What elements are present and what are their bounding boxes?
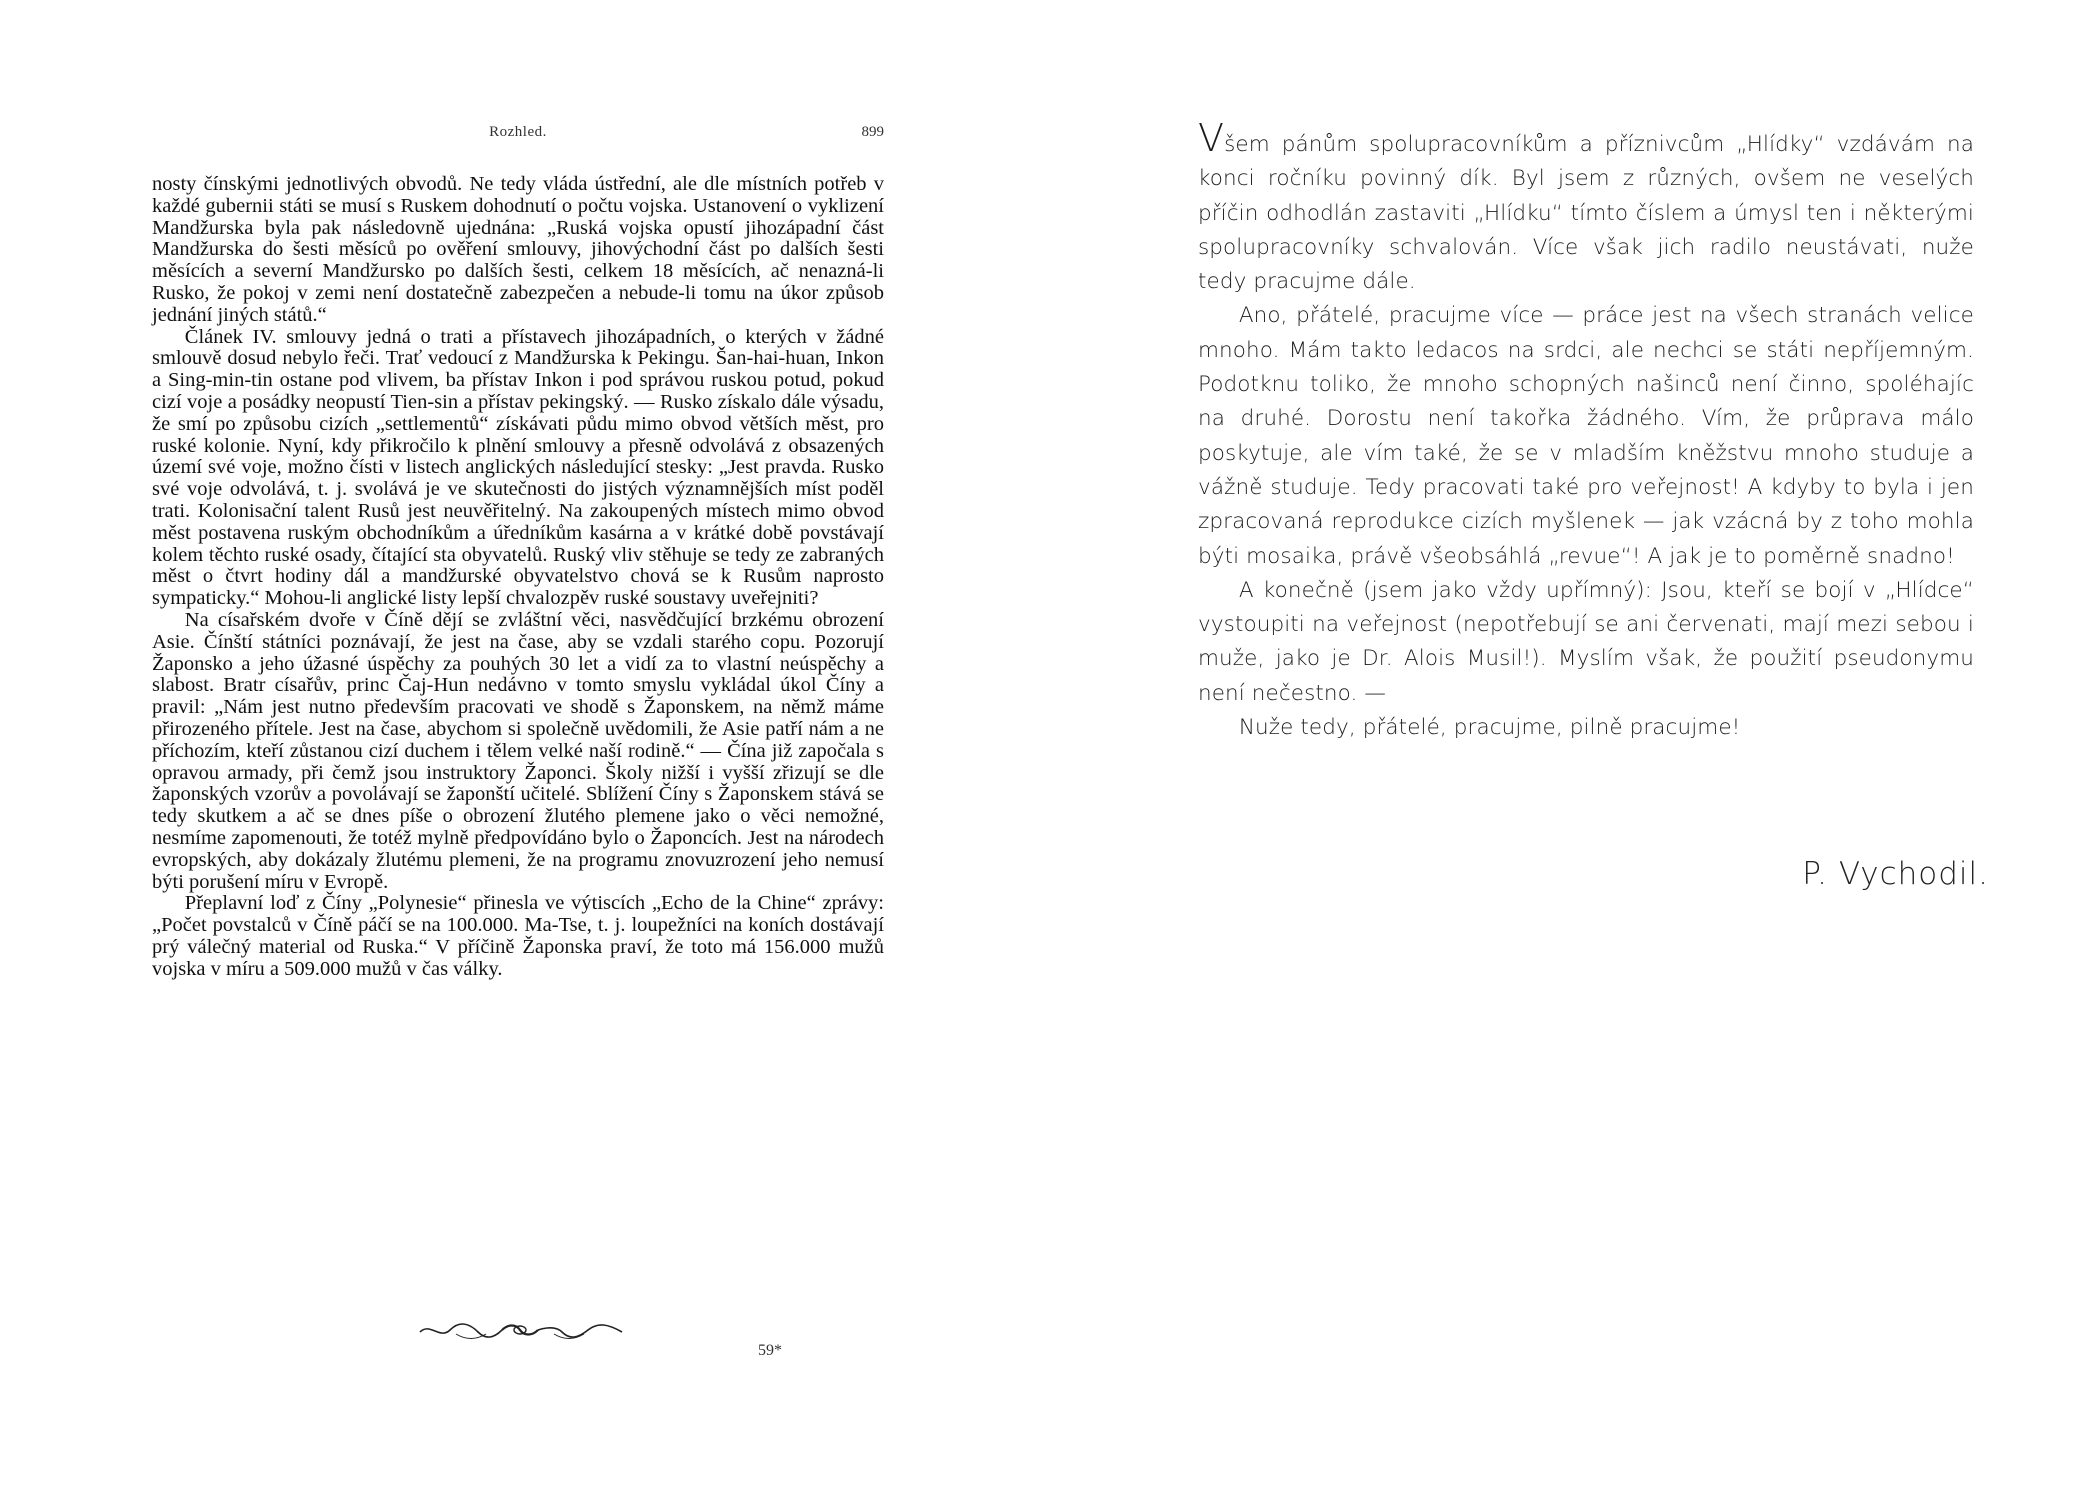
paragraph: Článek IV. smlouvy jedná o trati a přístavech jihozápadních, o kterých v žádné smlouvě dosud nebylo řeči. Trať vedoucí z Mandžurska k Pekingu. Šan-hai-huan, Inkon a Sing-min-tin ostane pod vlivem, ba přístav Inkon i pod správou ruskou potud, pokud cizí voje a posádky neopustí Tien-sin a přístav pekingský. — Rusko získalo dále výsadu, že smí po způsobu cizích „settlementů“ získávati půdu mimo obvod větších měst, pro ruské kolonie. Nyní, kdy přikročilo k plnění smlouvy a přesně odvolává z obsazených území své voje, možno čísti v listech anglických následující stesky: „Jest pravda. Rusko své voje odvolává, t. j. svolává je ve skutečnosti do jistých významnějších míst poděl trati. Kolonisační talent Rusů jest neuvěřitelný. Na zakoupených místech mimo obvod měst postavena ruským obchodníkům a úředníkům kasárna a v krátké době povstávají kolem těchto ruské osady, čítající sta obyvatelů. Ruský vliv stěhuje se tedy ze zabraných měst o čtvrt hodiny dál a mandžurské obyvatelstvo chová se k Rusům naprosto sympaticky.“ Mohou-li anglické listy lepší chvalozpěv ruské soustavy uveřejniti? — [152, 325, 884, 610]
paragraph: Na císařském dvoře v Číně dějí se zvláštní věci, nasvědčující brzkému obrození Asie. Čínští státníci poznávají, že jest na čase, aby se vzdali starého copu. Pozorují Žaponsko a jeho úžasné úspěchy za pouhých 30 let a vidí za to vlastní neúspěchy a slabost. Bratr císařův, princ Čaj-Hun nedávno v tomto smyslu vykládal úkol Číny a pravil: „Nám jest nutno především pracovati ve shodě s Žaponskem, na němž máme přirozeného přítele. Jest na čase, abychom si společně uvědomili, že Asie patří nám a ne příchozím, kteří zůstanou cizí duchem i tělem velké naší rodině.“ — Čína již započala s opravou armady, při čemž jsou instruktory Žaponci. Školy nižší i vyšší zřizují se dle žaponských vzorův a povolávají se žaponští učitelé. Sblížení Číny s Žaponskem stává se tedy skutkem a ač se dnes píše o obrození žlutého plemene jako o věci nemožné, nesmíme zapomenouti, že totéž mylně předpovídáno bylo o Žaponcích. Jest na národech evropských, aby dokázaly žlutému plemeni, že na programu znovuzrození jeho nemusí býti porušení míru v Evropě. — [152, 608, 884, 893]
running-head-page-number: 899 — [861, 124, 884, 140]
signature: P. Vychodil. — [1802, 856, 1989, 892]
ornament-divider-icon — [416, 1318, 626, 1344]
paragraph: Ano, přátelé, pracujme více — práce jest na všech stranách velice mnoho. Mám takto ledacos na srdci, ale nechci se státi nepříjemným. Podotknu toliko, že mnoho schopných našinců není činno, spoléhajíc na druhé. Dorostu není takořka žádného. Vím, že průprava málo poskytuje, ale vím také, že se v mladším kněžstvu mnoho studuje a vážně studuje. Tedy pracovati také pro veřejnost! A kdyby to byla i jen zpracovaná reprodukce cizích myšlenek — jak vzácná by z toho mohla býti mosaika, právě všeobsáhlá „revue“! A jak je to poměrně snadno! — [1198, 303, 1974, 569]
paragraph: Přeplavní loď z Číny „Polynesie“ přinesla ve výtiscích „Echo de la Chine“ zprávy: „Počet povstalců v Číně páčí se na 100.000. Ma-Tse, t. j. loupežníci na koních dostávají prý válečný material od Ruska.“ V příčině Žaponska praví, že toto má 156.000 mužů vojska v míru a 509.000 mužů v čas války. — [152, 892, 884, 980]
paragraph-with-dropcap — [1198, 116, 1974, 299]
right-page-body — [1198, 116, 1974, 745]
folio-page-number: 59* — [758, 1342, 782, 1359]
paragraph: nosty čínskými jednotlivých obvodů. Ne tedy vláda ústřední, ale dle místních potřeb v každé gubernii státi se musí s Ruskem dohodnutí o počtu vojska. Ustanovení o vyklizení Mandžurska byla pak následovně ujednána: „Ruská vojska opustí jihozápadní část Mandžurska do šesti měsíců po ověření smlouvy, jihovýchodní část po dalších šesti měsících a severní Mandžursko po dalších šesti, celkem 18 měsících, ač nenazná-li Rusko, že pokoj v zemi není dostatečně zabezpečen a nebude-li tomu na úkor způsob jednání jiných států.“ — [152, 173, 884, 326]
paragraph: A konečně (jsem jako vždy upřímný): Jsou, kteří se bojí v „Hlídce“ vystoupiti na veřejnost (nepotřebují se ani červenati, mají mezi sebou i muže, jako je Dr. Alois Musil!). Myslím však, že použití pseudonymu není nečestno. — — [1198, 577, 1974, 706]
dropcap-letter: V — [1198, 116, 1225, 160]
running-head-title: Rozhled. — [489, 124, 547, 140]
left-page-body — [152, 174, 884, 980]
running-head — [152, 124, 884, 150]
paragraph-text: šem pánům spolupracovníkům a příznivcům „Hlídky“ vzdávám na konci ročníku povinný dík. Byl jsem z různých, ovšem ne veselých příčin odhodlán zastaviti „Hlídku“ tímto číslem a úmysl ten i některými spolupracovníky schvalován. Více však jich radilo neustávati, nuže tedy pracujme dále. — [1198, 132, 1974, 295]
paragraph: Nuže tedy, přátelé, pracujme, pilně pracujme! — [1238, 715, 1741, 741]
right-page — [1039, 0, 2078, 1500]
